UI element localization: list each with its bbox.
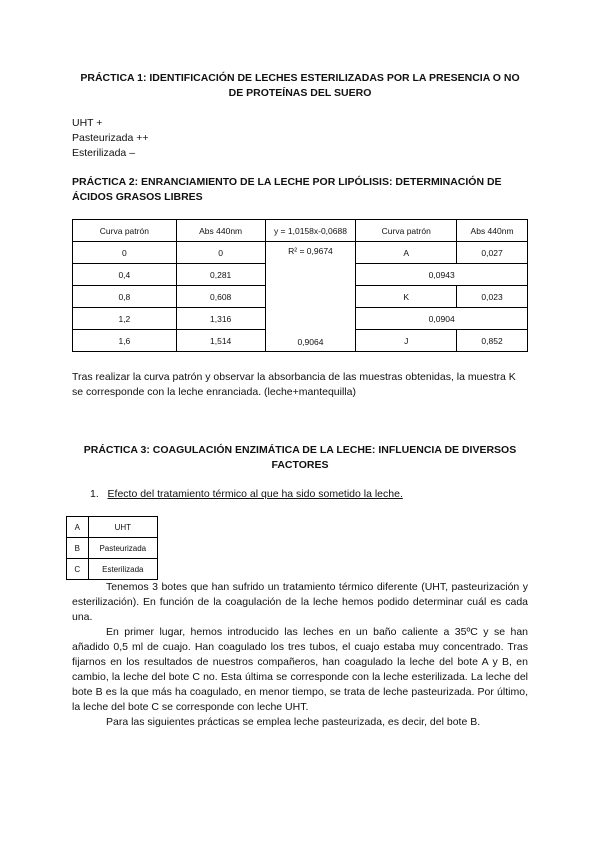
cell: 0,023 [457,286,528,308]
cell: C [67,559,89,580]
cell: 0,8 [73,286,177,308]
extra-value: 0,9064 [265,308,356,352]
cell: 1,2 [73,308,177,330]
header-cell: Abs 440nm [457,220,528,242]
result-pasteurizada: Pasteurizada ++ [72,132,149,144]
cell: UHT [88,517,157,538]
cell: 0,027 [457,242,528,264]
cell: 0 [176,242,265,264]
cell: B [67,538,89,559]
result-uht: UHT + [72,117,103,129]
cell: A [356,242,457,264]
practica1-results [72,116,148,161]
table-row [73,308,528,330]
merged-cell: 0,0904 [356,308,528,330]
practica3-title: PRÁCTICA 3: COAGULACIÓN ENZIMÁTICA DE LA LECHE: INFLUENCIA DE DIVERSOS FACTORES [83,444,517,471]
r2-value: R² = 0,9674 [265,242,356,308]
merged-cell: 0,0943 [356,264,528,286]
item-number: 1. [90,488,99,500]
practica2-conclusion: Tras realizar la curva patrón y observar la absorbancia de las muestras obtenidas, la muestra K se corresponde con la leche enranciada. (leche+mantequilla) [72,371,516,398]
cell: A [67,517,89,538]
cell: Pasteurizada [88,538,157,559]
header-cell: Abs 440nm [176,220,265,242]
header-cell: Curva patrón [73,220,177,242]
cell: 0,852 [457,330,528,352]
cell: J [356,330,457,352]
cell: 1,514 [176,330,265,352]
table-row [67,559,158,580]
cell: 0,4 [73,264,177,286]
cell: 0,281 [176,264,265,286]
botes-table [66,516,158,580]
item-heading: Efecto del tratamiento térmico al que ha sido sometido la leche. [107,488,403,500]
result-esterilizada: Esterilizada – [72,147,136,159]
paragraph: En primer lugar, hemos introducido las leches en un baño caliente a 35ºC y se han añadido 0,5 ml de cuajo. Han coagulado los tres tubos, el cuajo estaba muy concentrado. Tras fijarnos en los resultados de nuestros compañeros, han coagulado la leche del bote A y B, en cambio, la leche del bote C no. Esta última se corresponde con la leche esterilizada. La leche del bote B es la que más ha coagulado, en menor tiempo, se trata de leche pasteurizada. Por último, la leche del bote C se corresponde con leche UHT. [72,626,528,713]
cell: 1,6 [73,330,177,352]
cell: Esterilizada [88,559,157,580]
regression-equation: y = 1,0158x-0,0688 [265,220,356,242]
cell: 1,316 [176,308,265,330]
table-row [67,517,158,538]
paragraph: Tenemos 3 botes que han sufrido un tratamiento térmico diferente (UHT, pasteurización y esterilización). En función de la coagulación de la leche hemos podido determinar cuál es cada una. [72,581,528,623]
practica3-item [90,487,403,502]
table-row [73,242,528,264]
cell: 0,608 [176,286,265,308]
practica1-title: PRÁCTICA 1: IDENTIFICACIÓN DE LECHES ESTERILIZADAS POR LA PRESENCIA O NO DE PROTEÍNAS DEL SUERO [80,72,520,99]
practica2-title: PRÁCTICA 2: ENRANCIAMIENTO DE LA LECHE POR LIPÓLISIS: DETERMINACIÓN DE ÁCIDOS GRASOS LIBRES [72,176,502,203]
cell: 0 [73,242,177,264]
practica3-body [72,580,528,730]
absorbance-table [72,219,528,352]
table-row [67,538,158,559]
header-cell: Curva patrón [356,220,457,242]
paragraph: Para las siguientes prácticas se emplea leche pasteurizada, es decir, del bote B. [106,716,481,728]
cell: K [356,286,457,308]
table-header-row [73,220,528,242]
